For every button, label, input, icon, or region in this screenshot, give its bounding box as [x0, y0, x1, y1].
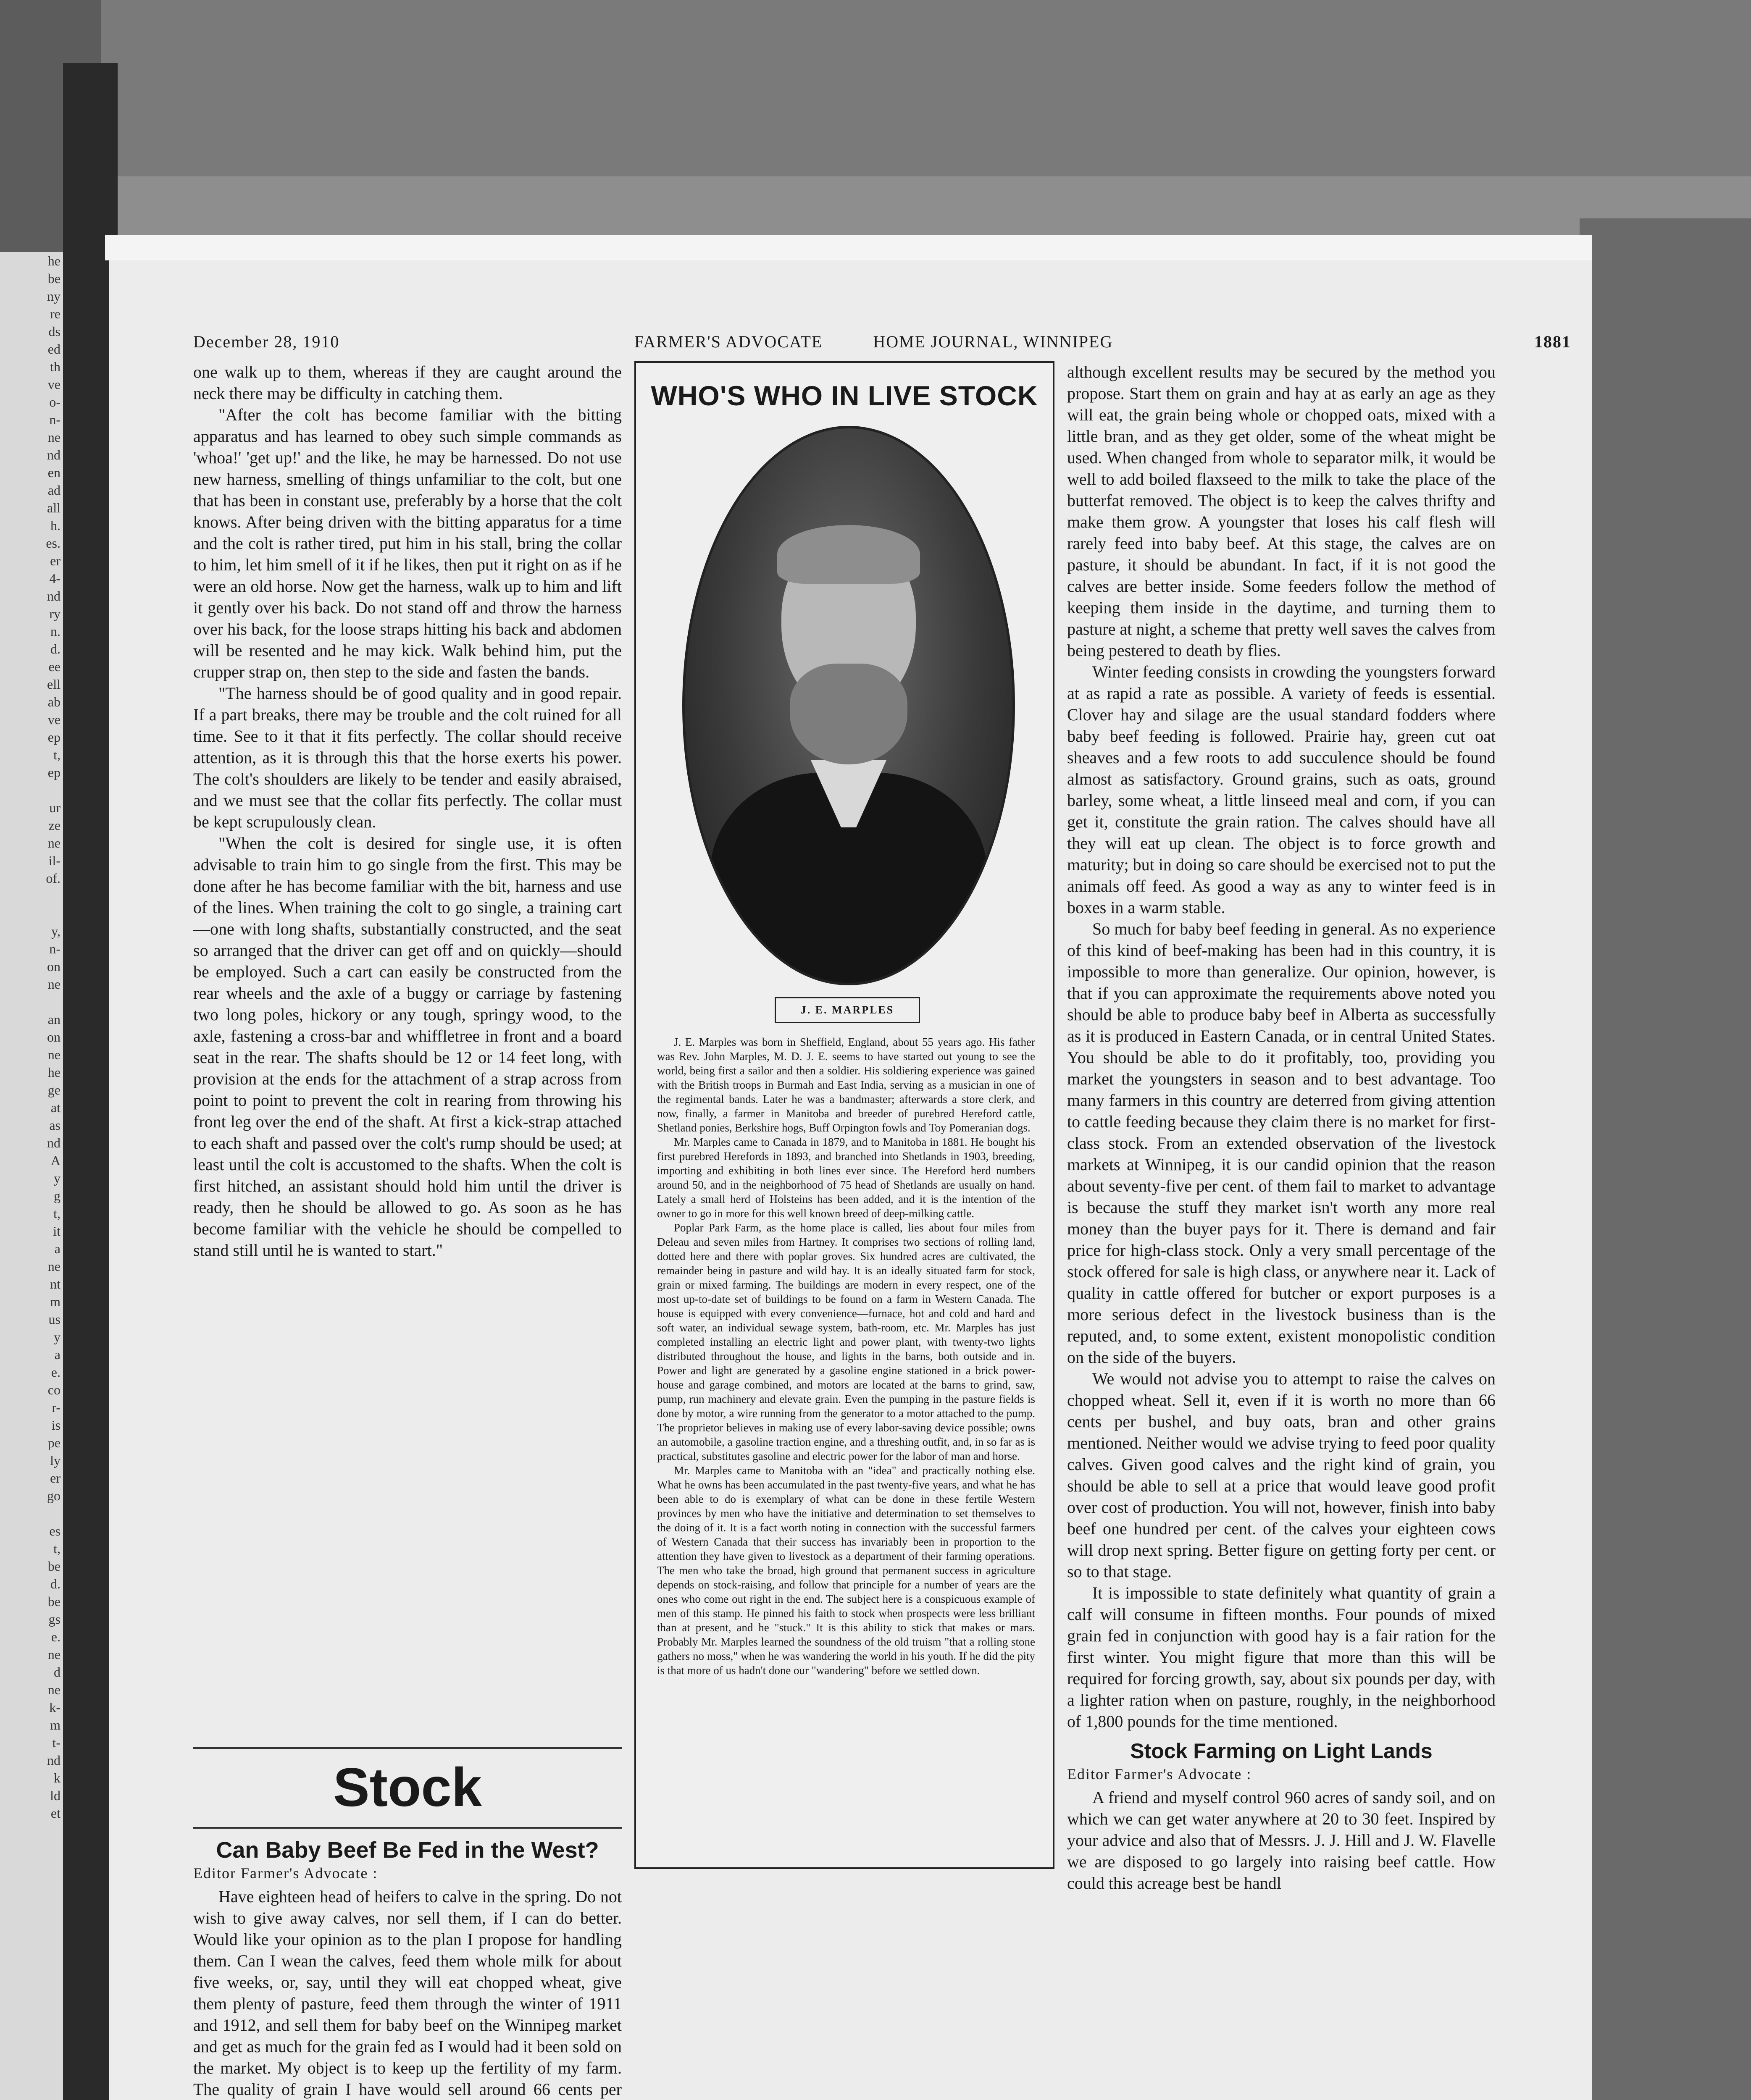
- col3-paragraph: We would not advise you to attempt to raise the calves on chopped wheat. Sell it, even if it is worth no more than 66 cents per bushel, and buy oats, bran and other grains mentioned. Neither would we advise trying to feed poor quality calves. Given good calves and the right kind of grain, you should be able to sell at a price that would leave good profit over cost of production. You will not, however, finish into baby beef one hundred per cent. of the calves your eighteen cows will drop next spring. Better figure on getting forty per cent. or so to that stage.: [1067, 1369, 1496, 1581]
- portrait-photo: [682, 426, 1015, 985]
- column-3: [1067, 361, 1496, 1894]
- issue-date: December 28, 1910: [193, 332, 340, 351]
- article-heading: Can Baby Beef Be Fed in the West?: [216, 1838, 599, 1863]
- article-heading: Stock Farming on Light Lands: [1130, 1739, 1433, 1763]
- newspaper-page: [109, 260, 1592, 2100]
- bio-paragraph: J. E. Marples was born in Sheffield, England, about 55 years ago. His father was Rev. John Marples, M. D. J. E. seems to have started out young to see the world, being first a sailor and then a soldier. His soldiering experience was gained with the British troops in Burmah and East India, serving as a musician in one of the regimental bands. Later he was a bandmaster; afterwards a store clerk, and now, finally, a farmer in Manitoba and breeder of purebred Hereford cattle, Shetland ponies, Berkshire hogs, Buff Orpington fowls and Toy Pomeranian dogs.: [657, 1036, 1035, 1134]
- editor-salutation: Editor Farmer's Advocate :: [193, 1865, 378, 1882]
- col3-paragraph: It is impossible to state definitely what quantity of grain a calf will consume in fifteen months. Four pounds of mixed grain fed in conjunction with good hay is a fair ration for the first winter. You might figure that more than this will be required for forcing growth, say, about six pounds per day, with a lighter ration when on pasture, roughly, in the neighborhood of 1,800 pounds for the time mentioned.: [1067, 1583, 1496, 1731]
- feature-biography: [657, 1035, 1035, 1677]
- col1-paragraph: one walk up to them, whereas if they are caught around the neck there may be difficulty in catching them.: [193, 362, 622, 403]
- section-rule-top: [193, 1747, 622, 1749]
- col3-paragraph: So much for baby beef feeding in general. As no experience of this kind of beef-making has been had in this country, it is impossible to more than generalize. Our opinion, however, is that if you can approximate the requirements above noted you should be able to produce baby beef in Alberta as successfully as it is produced in Eastern Canada, or in central United States. You should be able to do it profitably, too, providing you market the youngsters in season and to best advantage. Too many farmers in this country are deterred from giving attention to cattle feeding because they claim there is no market for first-class stock. From an extended observation of the livestock markets at Winnipeg, it is our candid opinion that the reason about seventy-five per cent. of them fail to market to advantage is because the stuff they market isn't worth any more real money than the buyer pays for it. There is demand and fair price for high-class stock. Only a very small percentage of the stock offered for sale is high class, or anywhere near it. Lack of quality in cattle offered for butcher or export purposes is a more serious defect in the livestock business than is the reputed, and, to some extent, existent monopolistic condition on the side of the buyers.: [1067, 919, 1496, 1367]
- facing-page-strip: [0, 252, 63, 2100]
- scan-background-top: [0, 0, 1751, 176]
- running-head: [193, 332, 1571, 357]
- article-paragraph: A friend and myself control 960 acres of sandy soil, and on which we can get water anywhere at 20 to 30 feet. Inspired by your advice and also that of Messrs. J. J. Hill and J. W. Flavelle we are disposed to go largely into raising beef cattle. How could this acreage best be handl: [1067, 1788, 1496, 1893]
- portrait-beard: [790, 664, 907, 764]
- section-heading-stock: Stock: [333, 1756, 482, 1818]
- bio-paragraph: Poplar Park Farm, as the home place is called, lies about four miles from Deleau and seven miles from Hartney. It comprises two sections of rolling land, dotted here and there with poplar groves. Six hundred acres are cultivated, the remainder being in pasture and wild hay. It is an ideally situated farm for stock, grain or mixed farming. The buildings are modern in every respect, one of the most up-to-date set of buildings to be found on a farm in Western Canada. The house is equipped with every convenience—furnace, hot and cold and hard and soft water, an individual sewage system, bath-room, etc. Mr. Marples has just completed installing an electric light and power plant, with twenty-two lights distributed throughout the house, and lights in the barns, both outside and in. Power and light are generated by a gasoline engine stationed in a brick power-house and garage combined, and motors are located at the barns to grind, saw, pump, run machinery and elevate grain. Even the pumping in the pasture fields is done by motor, a wire running from the generator to a motor attached to the pump. The proprietor believes in making use of every labor-saving device possible; owns an automobile, a gasoline traction engine, and a threshing outfit, and, in so far as is practical, substitutes gasoline and electric power for the labor of man and horse.: [657, 1221, 1035, 1462]
- portrait-hair: [777, 525, 920, 584]
- facing-page-fragments: he be ny re ds ed th ve o- n- ne nd en ad all h. es. er 4- nd ry n. d. ee ell ab ve ep t, ep ur ze ne il- of. y, n- on ne an on ne he ge at as nd A y g t, it a ne nt m us y a e. co r- is pe ly er go es t, be d. be gs e. ne d ne k- m t- nd k ld et: [46, 253, 60, 1821]
- page-top-edge: [105, 235, 1592, 260]
- col1-paragraph: "The harness should be of good quality and in good repair. If a part breaks, there may be trouble and the colt ruined for all time. See to it that it fits perfectly. The collar should receive attention, as it is through this that the horse exerts his power. The colt's shoulders are likely to be tender and easily abraised, and we must see that the collar fits perfectly. The collar must be kept scrupulously clean.: [193, 684, 622, 831]
- page-number: 1881: [1534, 332, 1571, 351]
- bio-paragraph: Mr. Marples came to Manitoba with an "idea" and practically nothing else. What he owns has been accumulated in the past twenty-five years, and what he has been able to do is exemplary of what can be done in these fertile Western provinces by men who have the initiative and determination to set themselves to the doing of it. It is a fact worth noting in connection with the successful farmers of Western Canada that their success has invariably been in proportion to the attention they have given to livestock as a department of their farming operations. The men who take the broad, high ground that permanent success in agriculture depends on stock-raising, and follow that principle for a number of years are the ones who come out right in the end. The subject here is a conspicuous example of men of this stamp. He pinned his faith to stock when prospects were less brilliant than at present, and he "stuck." It is this ability to stick that makes or mars. Probably Mr. Marples learned the soundness of the old truism "that a rolling stone gathers no moss," when he was wandering the world in his youth. If he did the pity is that more of us hadn't done our "wandering" before we settled down.: [657, 1464, 1035, 1677]
- col1-paragraph: "After the colt has become familiar with the bitting apparatus and has learned to obey such simple commands as 'whoa!' 'get up!' and the like, he may be harnessed. Do not use new harness, smelling of things unfamiliar to the colt, but one that has been in constant use, preferably by a horse that the colt knows. After being driven with the bitting apparatus for a time and the colt is rather tired, put him in his stall, bring the collar to him, let him smell of it if he likes, then put it right on as if he were an old horse. Now get the harness, walk up to him and lift it gently over his back. Do not stand off and throw the harness over his back, for the loose straps hitting his back and abdomen will be resented and he may kick. Walk behind him, put the crupper strap on, then step to the side and fasten the bands.: [193, 405, 622, 681]
- editor-salutation: Editor Farmer's Advocate :: [1067, 1766, 1252, 1782]
- article-baby-beef: [193, 1835, 622, 2100]
- portrait-caption: J. E. MARPLES: [775, 997, 920, 1023]
- column-1: [193, 361, 622, 1261]
- publication-title: FARMER'S ADVOCATE HOME JOURNAL, WINNIPEG: [634, 332, 1113, 351]
- whos-who-feature: [634, 361, 1054, 1869]
- article-paragraph: Have eighteen head of heifers to calve in the spring. Do not wish to give away calves, nor sell them, if I can do better. Would like your opinion as to the plan I propose for handling them. Can I wean the calves, feed them whole milk for about five weeks, or, say, until they will eat chopped wheat, give them plenty of pasture, feed them through the winter of 1911 and 1912, and sell them for baby beef on the Winnipeg market and get as much for the grain fed as I would had it been sold on the market. My object is to keep up the fertility of my farm. The quality of grain I have would sell around 66 cents per: [193, 1887, 622, 2099]
- bio-paragraph: Mr. Marples came to Canada in 1879, and to Manitoba in 1881. He bought his first purebred Herefords in 1893, and branched into Shetlands in 1903, breeding, importing and exhibiting in both lines ever since. The Hereford herd numbers around 50, and in the neighborhood of 75 head of Shetlands are usually on hand. Lately a small herd of Holsteins has been added, and it is the intention of the owner to go in more for this well known breed of deep-milking cattle.: [657, 1136, 1035, 1220]
- col3-paragraph: Winter feeding consists in crowding the youngsters forward at as rapid a rate as possible. A variety of feeds is essential. Clover hay and silage are the usual standard fodders where baby beef feeding is followed. Prairie hay, green cut oat sheaves and a few roots to add succulence should be found almost as satisfactory. Ground grains, such as oats, ground barley, some wheat, a little linseed meal and corn, if you can get it, constitute the grain ration. The calves should have all they will eat up clean. The object is to force growth and maturity; but in doing so care should be exercised not to put the animals off feed. As good a way as any to winter feed is in boxes in a warm stable.: [1067, 662, 1496, 917]
- section-rule-bottom: [193, 1827, 622, 1829]
- feature-title: WHO'S WHO IN LIVE STOCK: [651, 380, 1038, 411]
- col3-paragraph: although excellent results may be secured by the method you propose. Start them on grain and hay at as early an age as they will eat, the grain being whole or chopped oats, mixed with a little bran, and as they get older, some of the wheat might be used. When changed from whole to separator milk, it would be well to add boiled flaxseed to the milk to take the place of the butterfat removed. The object is to keep the calves thrifty and make them grow. A youngster that loses his calf flesh will rarely feed into baby beef. At this stage, the calves are on pasture, it should be abundant. In fact, if it is not good the calves are better inside. Some feeders follow the method of keeping them inside in the daytime, and turning them to pasture at night, a scheme that pretty well saves the calves from being pestered to death by flies.: [1067, 362, 1496, 660]
- col1-paragraph: "When the colt is desired for single use, it is often advisable to train him to go single from the first. This may be done after he has become familiar with the bit, harness and use of the lines. When training the colt to go single, a training cart—one with long shafts, substantially constructed, and the seat so arranged that the driver can get off and on quickly—should be employed. Such a cart can easily be constructed from the rear wheels and the axle of a buggy or carriage by fastening two long poles, hickory or any tough, springy wood, to the axle, fastening a cross-bar and whiffletree in front and a board seat in the rear. The shafts should be 12 or 14 feet long, with provision at the ends for the attachment of a strap across from point to point to prevent the colt in rearing from throwing his front leg over the end of the shaft. At first a kick-strap attached to each shaft and passed over the colt's rump should be used; at least until the colt is accustomed to the shafts. When the colt is first hitched, an assistant should hold him until the driver is ready, then he should be allowed to go. As soon as he has become familiar with the vehicle he should be compelled to stand still until he is wanted to start.": [193, 834, 622, 1260]
- scan-background-right: [1580, 218, 1751, 2100]
